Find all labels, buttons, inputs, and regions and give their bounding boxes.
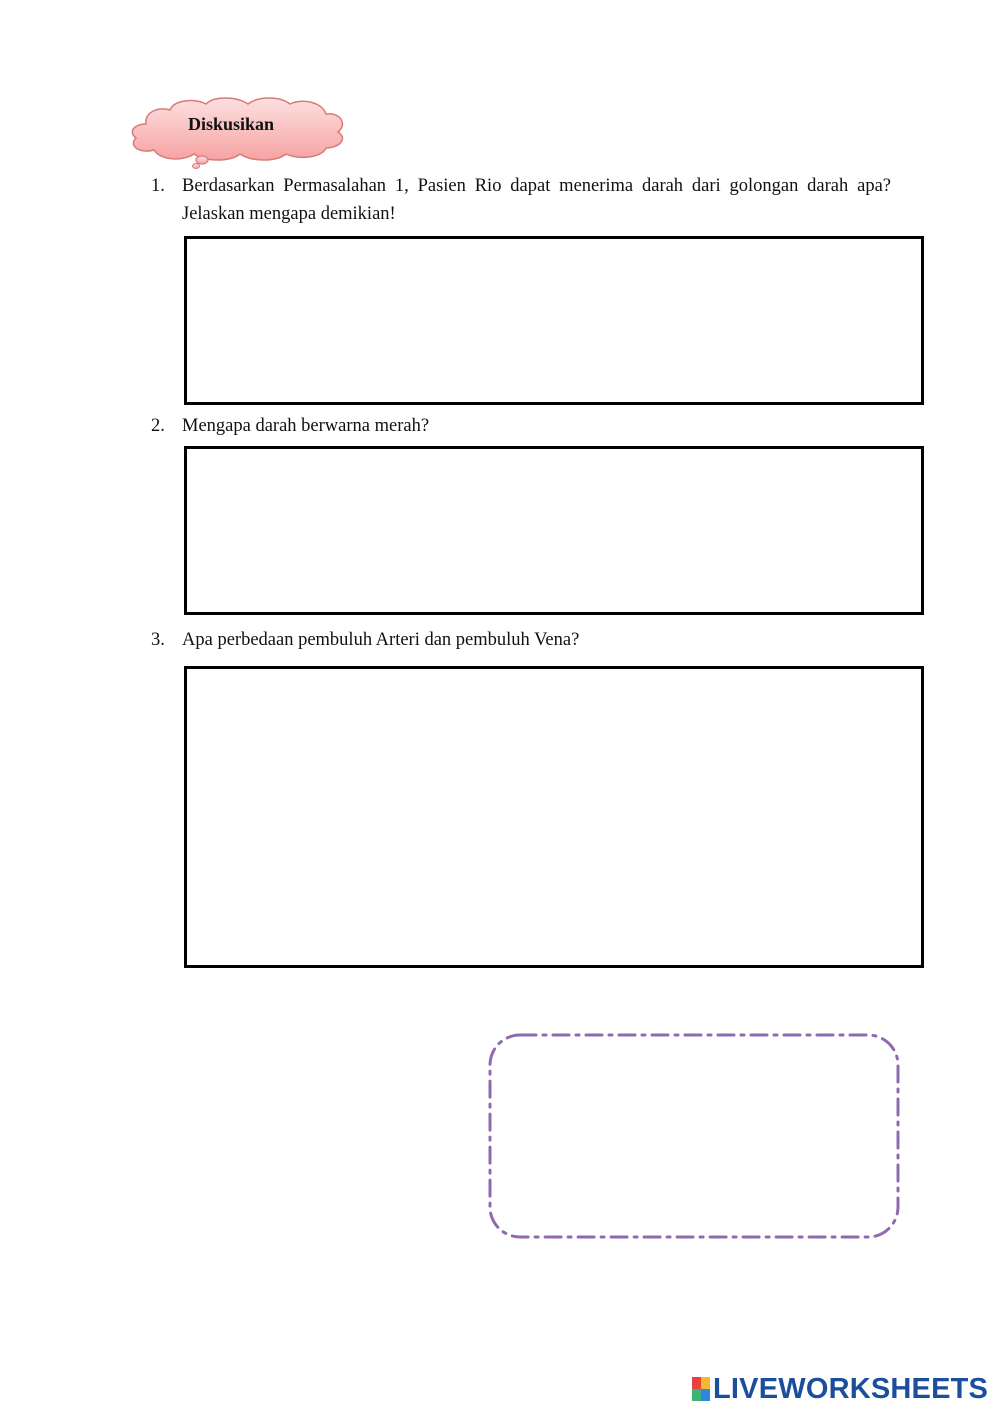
- discussion-label: Diskusikan: [187, 114, 275, 134]
- answer-box-3[interactable]: [184, 666, 924, 968]
- question-number: 1.: [151, 176, 165, 196]
- question-text: Mengapa darah berwarna merah?: [182, 416, 430, 436]
- answer-box-1[interactable]: [184, 236, 924, 405]
- score-box[interactable]: [488, 1033, 902, 1246]
- question-number: 2.: [151, 416, 165, 436]
- question-2: [151, 412, 891, 440]
- discussion-cloud-badge: [126, 94, 352, 170]
- score-box-border: [488, 1033, 902, 1241]
- liveworksheets-logo[interactable]: [692, 1374, 988, 1404]
- question-3: [151, 626, 891, 654]
- logo-text: LIVEWORKSHEETS: [713, 1373, 989, 1405]
- liveworksheets-logo-icon: [692, 1377, 710, 1401]
- question-1: [151, 172, 891, 228]
- question-text: Berdasarkan Permasalahan 1, Pasien Rio dapat menerima darah dari golongan darah apa? Jelaskan mengapa demikian!: [182, 176, 891, 224]
- question-text: Apa perbedaan pembuluh Arteri dan pembuluh Vena?: [182, 630, 580, 650]
- answer-box-2[interactable]: [184, 446, 924, 615]
- question-number: 3.: [151, 630, 165, 650]
